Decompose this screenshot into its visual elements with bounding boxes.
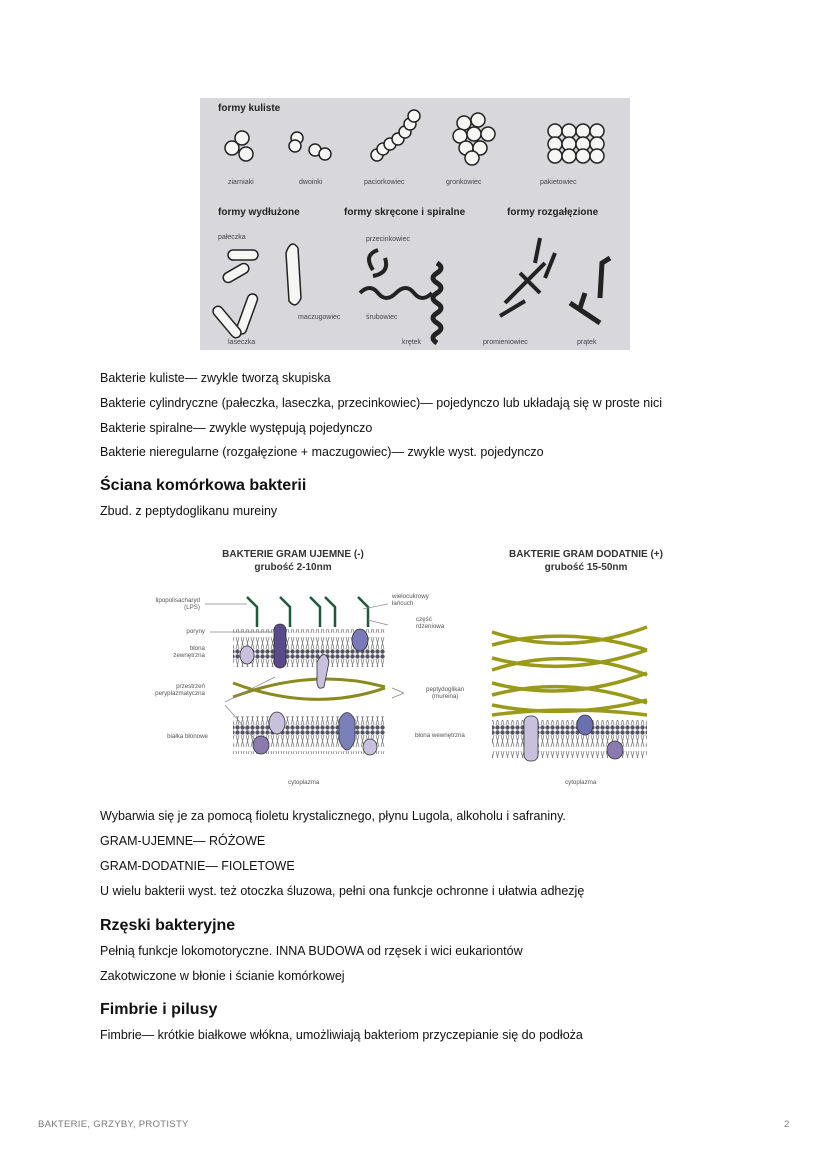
paragraph: Wybarwia się je za pomocą fioletu krystalicznego, płynu Lugola, alkoholu i safraniny. [100,809,566,823]
gram-cell-wall-figure [140,540,680,790]
label-cytoplasm: cytoplazma [288,779,320,786]
label-periplasm: przestrzeń [176,683,205,690]
paragraph: Bakterie cylindryczne (pałeczka, laseczka, przecinkowiec)— pojedynczo lub układają się w proste nici [100,396,663,410]
label-outer-membrane: zewnętrzna [173,652,205,659]
paragraph: GRAM-UJEMNE— RÓŻOWE [100,834,266,848]
paragraph: Bakterie spiralne— zwykle występują pojedynczo [100,421,373,435]
label-core: część [416,616,432,623]
fig-label: krętek [402,339,422,346]
gram-negative-thickness: grubość 2-10nm [254,562,332,573]
fig-heading: formy rozgałęzione [507,207,599,218]
peptidoglycan-positive [492,627,647,715]
label-membrane-proteins: białka błonowe [167,733,208,740]
label-lps: lipopolisacharyd [155,597,200,604]
label-polysaccharide: łańcuch [392,600,414,607]
section-heading: Fimbrie i pilusy [100,1001,218,1018]
fig-label: paciorkowiec [364,179,405,186]
fig-label: przecinkowiec [366,236,410,243]
label-inner-membrane: błona wewnętrzna [415,732,465,739]
bacteria-shapes-figure [200,98,630,350]
paragraph: Pełnią funkcje lokomotoryczne. INNA BUDOWA od rzęsek i wici eukariontów [100,944,523,958]
fig-label: gronkowiec [446,179,482,186]
footer-title: BAKTERIE, GRZYBY, PROTISTY [38,1119,189,1130]
label-cytoplasm: cytoplazma [565,779,597,786]
fig-label: ziarniaki [228,179,254,186]
peptidoglycan-negative [233,679,385,699]
section-heading: Ściana komórkowa bakterii [100,477,307,494]
paragraph: GRAM-DODATNIE— FIOLETOWE [100,859,295,873]
fig-heading: formy wydłużone [218,207,300,218]
label-polysaccharide: wielocukrowy [392,593,429,600]
paragraph: Bakterie kuliste— zwykle tworzą skupiska [100,371,331,385]
label-periplasm: peryplazmatyczna [155,690,205,697]
gram-negative-title: BAKTERIE GRAM UJEMNE (-) [222,549,364,560]
fig-label: laseczka [228,339,256,346]
fig-label: prątek [577,339,597,346]
fig-label: śrubowiec [366,314,398,321]
fig-heading: formy kuliste [218,103,281,114]
label-outer-membrane: błona [189,645,205,652]
label-lps: (LPS) [184,604,200,611]
label-peptidoglycan: (mureina) [432,693,459,700]
gram-positive-title: BAKTERIE GRAM DODATNIE (+) [509,549,663,560]
fig-label: pałeczka [218,234,246,241]
paragraph: Fimbrie— krótkie białkowe włókna, umożliwiają bakteriom przyczepianie się do podłoża [100,1028,583,1042]
label-peptidoglycan: peptydoglikan [426,686,465,693]
page-number: 2 [784,1119,790,1130]
fig-label: pakietowiec [540,179,577,186]
fig-label: dwoinki [299,179,323,186]
paragraph: Zbud. z peptydoglikanu mureiny [100,504,278,518]
gram-positive-thickness: grubość 15-50nm [544,562,628,573]
paragraph: Zakotwiczone w błonie i ścianie komórkowej [100,969,345,983]
paragraph: U wielu bakterii wyst. też otoczka śluzowa, pełni ona funkcje ochronne i ułatwia adhezję [100,884,585,898]
fig-label: promieniowiec [483,339,528,346]
lps-chains [247,597,368,627]
label-core: rdzeniowa [416,623,445,630]
fig-heading: formy skręcone i spiralne [344,207,466,218]
inner-membrane-positive [492,720,647,758]
paragraph: Bakterie nieregularne (rozgałęzione + maczugowiec)— zwykle wyst. pojedynczo [100,445,544,459]
section-heading: Rzęski bakteryjne [100,917,236,934]
fig-label: maczugowiec [298,314,341,321]
label-porins: poryny [186,628,205,635]
